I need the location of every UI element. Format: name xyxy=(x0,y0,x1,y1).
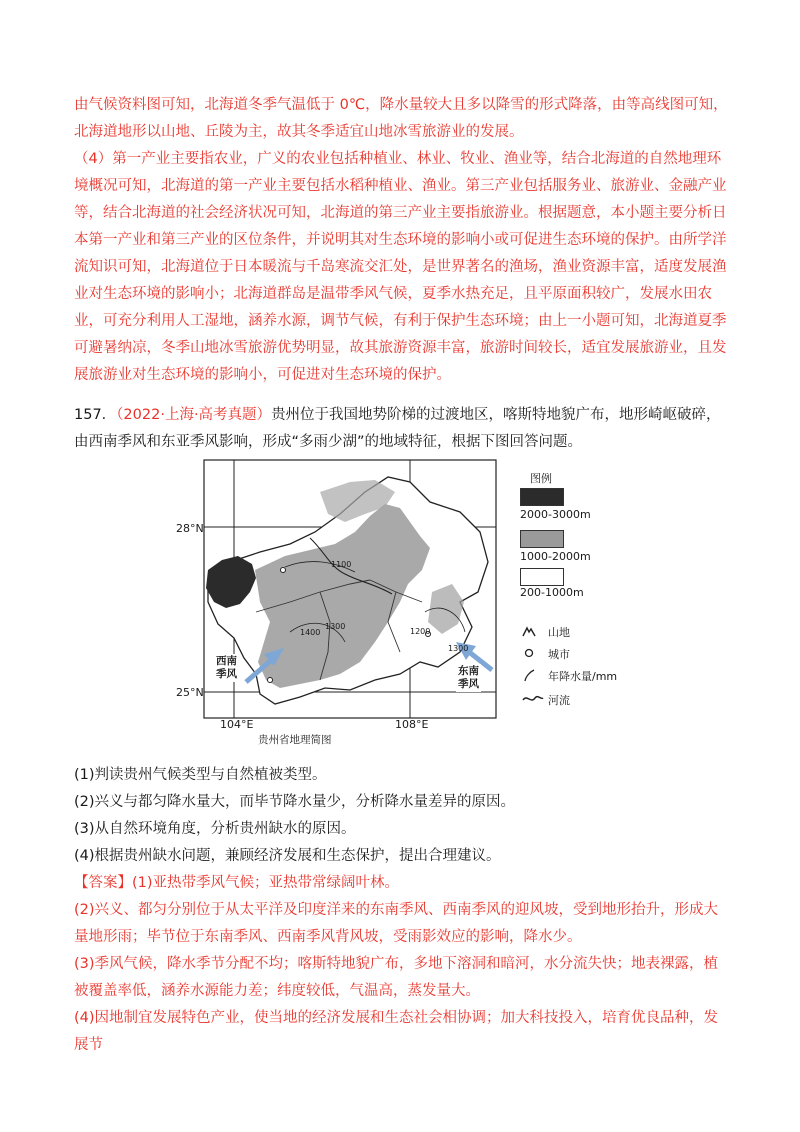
legend-text-high: 2000-3000m xyxy=(520,508,591,521)
question-stem: 贵州位于我国地势阶梯的过渡地区，喀斯特地貌广布，地形崎岖破碎，由西南季风和东亚季风影响，形成“多雨少湖”的地域特征，根据下图回答问题。 xyxy=(74,407,721,450)
lat-label-28n: 28°N xyxy=(176,522,204,535)
lon-label-108e: 108°E xyxy=(395,718,429,731)
question-source: （2022·上海·高考真题） xyxy=(116,407,272,423)
question-157 xyxy=(74,402,730,456)
answer-4: (4)因地制宜发展特色产业，使当地的经济发展和生态社会相协调；加大科技投入，培育优良品种，发展节 xyxy=(74,1010,719,1053)
legend-label-mountain: 山地 xyxy=(548,626,570,639)
isohyet-label-3: 1400 xyxy=(300,628,321,637)
sub-question-1: (1)判读贵州气候类型与自然植被类型。 xyxy=(74,767,327,783)
legend-label-river: 河流 xyxy=(548,694,570,707)
answer-tag: 【答案】 xyxy=(74,875,132,891)
question-number: 157． xyxy=(74,407,117,423)
figure-caption: 贵州省地理简图 xyxy=(258,734,332,746)
legend-swatch-low xyxy=(520,568,564,586)
sub-question-3: (3)从自然环境角度，分析贵州缺水的原因。 xyxy=(74,821,356,837)
isohyet-label-4: 1200 xyxy=(410,627,431,636)
legend-swatch-high xyxy=(520,488,564,506)
lon-label-104e: 104°E xyxy=(220,718,254,731)
isohyet-label-2: 1300 xyxy=(325,622,346,631)
legend-swatch-mid xyxy=(520,530,564,548)
sub-question-2: (2)兴义与都匀降水量大，而毕节降水量少，分析降水量差异的原因。 xyxy=(74,794,516,810)
river-icon xyxy=(522,692,544,706)
sub-question-4: (4)根据贵州缺水问题，兼顾经济发展和生态保护，提出合理建议。 xyxy=(74,848,501,864)
lat-label-25n: 25°N xyxy=(176,686,204,699)
legend-label-isohyet: 年降水量/mm xyxy=(548,670,618,683)
isohyet-label-1: 1100 xyxy=(331,560,352,569)
answer-3: (3)季风气候，降水季节分配不均；喀斯特地貌广布，多地下溶洞和暗河，水分流失快；地表裸露，植被覆盖率低，涵养水源能力差；纬度较低，气温高，蒸发量大。 xyxy=(74,956,719,999)
sw-monsoon-label: 西南 季风 xyxy=(216,655,237,680)
paragraph-hokkaido-industry: （4）第一产业主要指农业，广义的农业包括种植业、林业、牧业、渔业等，结合北海道的自然地理环境概况可知，北海道的第一产业主要包括水稻种植业、渔业。第三产业包括服务业、旅游业、金融产业等，结合北海道的社会经济状况可知，北海道的第三产业主要指旅游业。根据题意，本小题主要分析日本第一产业和第三产业的区位条件，并说明其对生态环境的影响小或可促进生态环境的保护。由所学洋流知识可知，北海道位于日本暖流与千岛寒流交汇处，是世界著名的渔场，渔业资源丰富，适度发展渔业对生态环境的影响小；北海道群岛是温带季风气候，夏季水热充足，且平原面积较广，发展水田农业，可充分利用人工湿地，涵养水源，调节气候，有利于保护生态环境；由上一小题可知，北海道夏季可避暑纳凉，冬季山地冰雪旅游优势明显，故其旅游资源丰富，旅游时间较长，适宜发展旅游业，且发展旅游业对生态环境的影响小，可促进对生态环境的保护。 xyxy=(74,151,727,383)
answer-2: (2)兴义、都匀分别位于从太平洋及印度洋来的东南季风、西南季风的迎风坡，受到地形抬升，形成大量地形雨；毕节位于东南季风、西南季风背风坡，受雨影效应的影响，降水少。 xyxy=(74,902,719,945)
city-icon xyxy=(522,646,536,660)
se-monsoon-label: 东南 季风 xyxy=(458,665,479,690)
paragraph-hokkaido-winter: 由气候资料图可知，北海道冬季气温低于 0℃，降水量较大且多以降雪的形式降落，由等高线图可知，北海道地形以山地、丘陵为主，故其冬季适宜山地冰雪旅游业的发展。 xyxy=(74,97,728,140)
mountain-icon xyxy=(522,624,536,638)
city-xingyi xyxy=(268,678,273,683)
legend-text-low: 200-1000m xyxy=(520,586,584,599)
legend-label-city: 城市 xyxy=(548,648,570,661)
isohyet-label-5: 1300 xyxy=(448,644,469,653)
city-bijie xyxy=(281,568,286,573)
legend-text-mid: 1000-2000m xyxy=(520,550,591,563)
answer-1: 【答案】(1)亚热带季风气候；亚热带常绿阔叶林。 xyxy=(74,875,400,891)
legend-title: 图例 xyxy=(530,472,552,485)
isohyet-icon xyxy=(522,668,536,682)
